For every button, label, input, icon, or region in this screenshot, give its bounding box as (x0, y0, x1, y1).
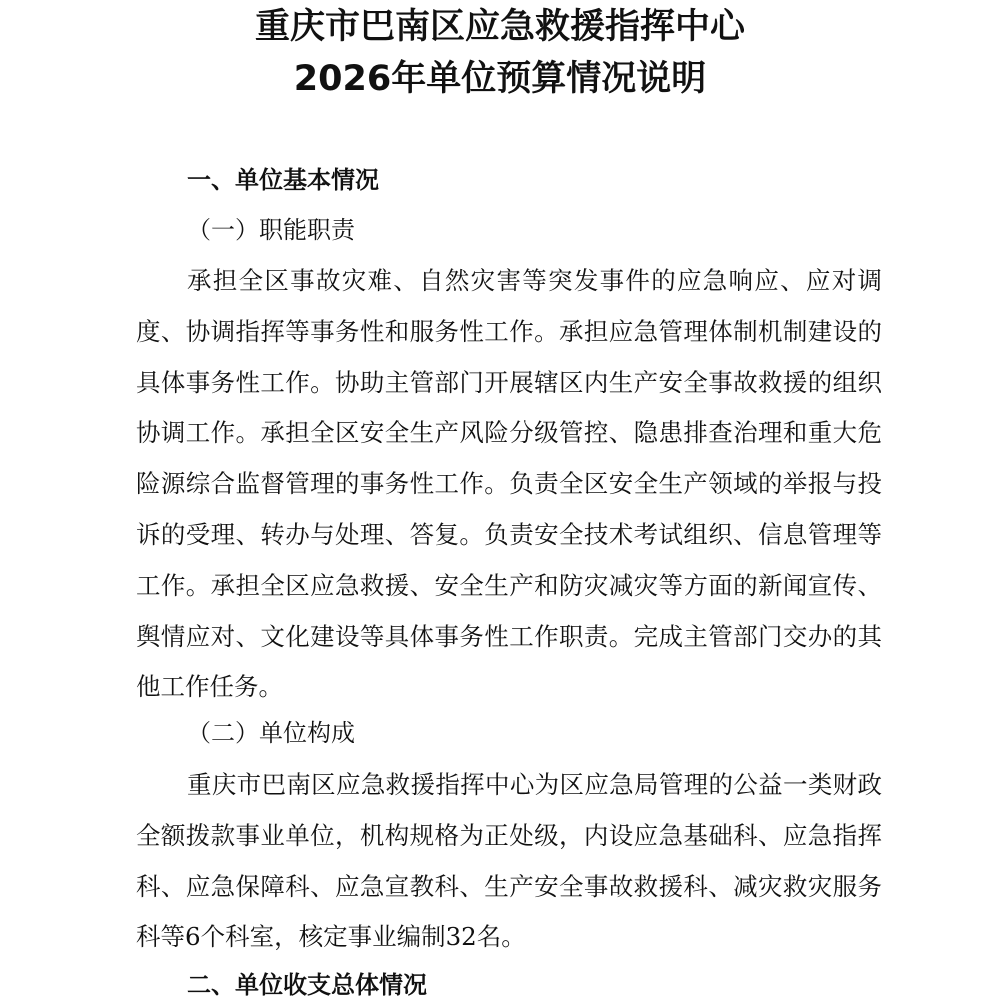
document-title-line-1: 重庆市巴南区应急救援指挥中心 (254, 7, 745, 47)
duties-paragraph: 承担全区事故灾难、自然灾害等突发事件的应急响应、应对调度、协调指挥等事务性和服务性工作。承担应急管理体制机制建设的具体事务性工作。协助主管部门开展辖区内生产安全事故救援的组织协调工作。承担全区安全生产风险分级管控、隐患排查治理和重大危险源综合监督管理的事务性工作。负责全区安全生产领域的举报与投诉的受理、转办与处理、答复。负责安全技术考试组织、信息管理等工作。承担全区应急救援、安全生产和防灾减灾等方面的新闻宣传、舆情应对、文化建设等具体事务性工作职责。完成主管部门交办的其他工作任务。 (136, 266, 882, 702)
subsection-1-heading: （一）职能职责 (187, 216, 355, 244)
section-2-heading: 二、单位收支总体情况 (187, 971, 427, 999)
composition-paragraph: 重庆市巴南区应急救援指挥中心为区应急局管理的公益一类财政全额拨款事业单位，机构规格为正处级，内设应急基础科、应急指挥科、应急保障科、应急宣教科、生产安全事故救援科、减灾救灾服务科等6个科室，核定事业编制32名。 (136, 770, 882, 952)
document-title-line-2: 2026年单位预算情况说明 (293, 59, 707, 99)
section-1-heading: 一、单位基本情况 (187, 166, 379, 194)
subsection-2-heading: （二）单位构成 (187, 719, 355, 747)
